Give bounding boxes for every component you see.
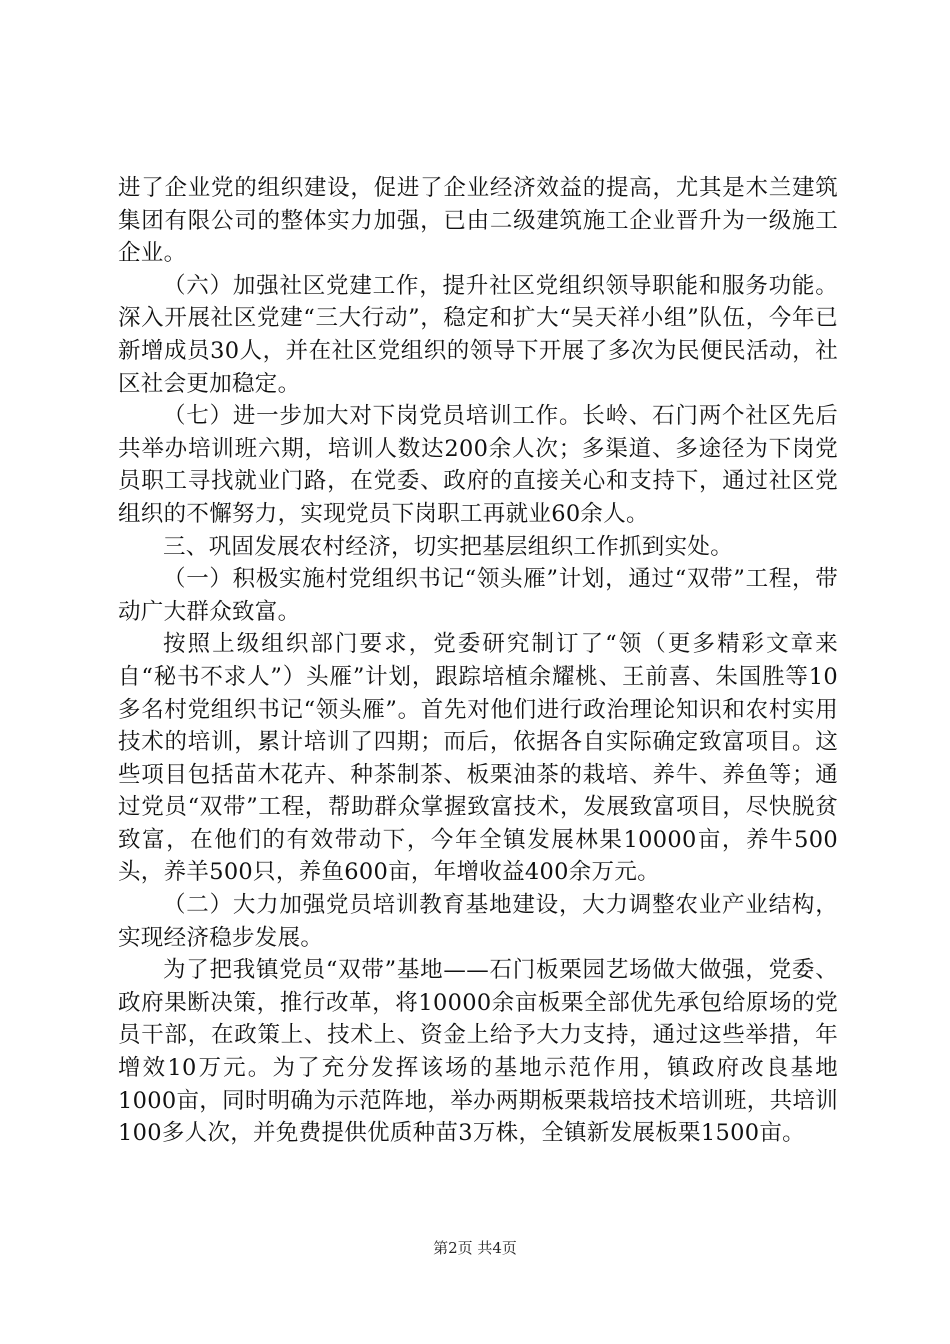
page-footer: 第2页 共4页 — [433, 1239, 517, 1257]
paragraph-lead-goose-plan: （一）积极实施村党组织书记“领头雁”计划，通过“双带”工程，带动广大群众致富。 — [118, 566, 838, 625]
paragraph-continuation: 进了企业党的组织建设，促进了企业经济效益的提高，尤其是木兰建筑集团有限公司的整体实力加强，已由二级建筑施工企业晋升为一级施工企业。 — [118, 175, 838, 267]
paragraph-laid-off-training: （七）进一步加大对下岗党员培训工作。长岭、石门两个社区先后共举办培训班六期，培训人数达200余人次；多渠道、多途径为下岗党员职工寻找就业门路，在党委、政府的直接关心和支持下，通过社区党组织的不懈努力，实现党员下岗职工再就业60余人。 — [118, 403, 838, 527]
paragraph-training-base: （二）大力加强党员培训教育基地建设，大力调整农业产业结构，实现经济稳步发展。 — [118, 892, 838, 951]
paragraph-lead-goose-details: 按照上级组织部门要求，党委研究制订了“领（更多精彩文章来自“秘书不求人”）头雁”计划，跟踪培植余耀桃、王前喜、朱国胜等10多名村党组织书记“领头雁”。首先对他们进行政治理论知识和农村实用技术的培训，累计培训了四期；而后，依据各自实际确定致富项目。这些项目包括苗木花卉、种茶制茶、板栗油茶的栽培、养牛、养鱼等；通过党员“双带”工程，帮助群众掌握致富技术，发展致富项目，尽快脱贫致富，在他们的有效带动下，今年全镇发展林果10000亩，养牛500头，养羊500只，养鱼600亩，年增收益400余万元。 — [118, 631, 838, 886]
section-heading-rural-economy: 三、巩固发展农村经济，切实把基层组织工作抓到实处。 — [163, 533, 734, 560]
document-body — [118, 172, 838, 1150]
paragraph-community-party-building: （六）加强社区党建工作，提升社区党组织领导职能和服务功能。深入开展社区党建“三大行动”，稳定和扩大“吴天祥小组”队伍，今年已新增成员30人，并在社区党组织的领导下开展了多次为民便民活动，社区社会更加稳定。 — [118, 272, 838, 397]
paragraph-chestnut-base: 为了把我镇党员“双带”基地——石门板栗园艺场做大做强，党委、政府果断决策，推行改革，将10000余亩板栗全部优先承包给原场的党员干部，在政策上、技术上、资金上给予大力支持，通过这些举措，年增效10万元。为了充分发挥该场的基地示范作用，镇政府改良基地1000亩，同时明确为示范阵地，举办两期板栗栽培技术培训班，共培训100多人次，并免费提供优质种苗3万株，全镇新发展板栗1500亩。 — [118, 957, 838, 1147]
